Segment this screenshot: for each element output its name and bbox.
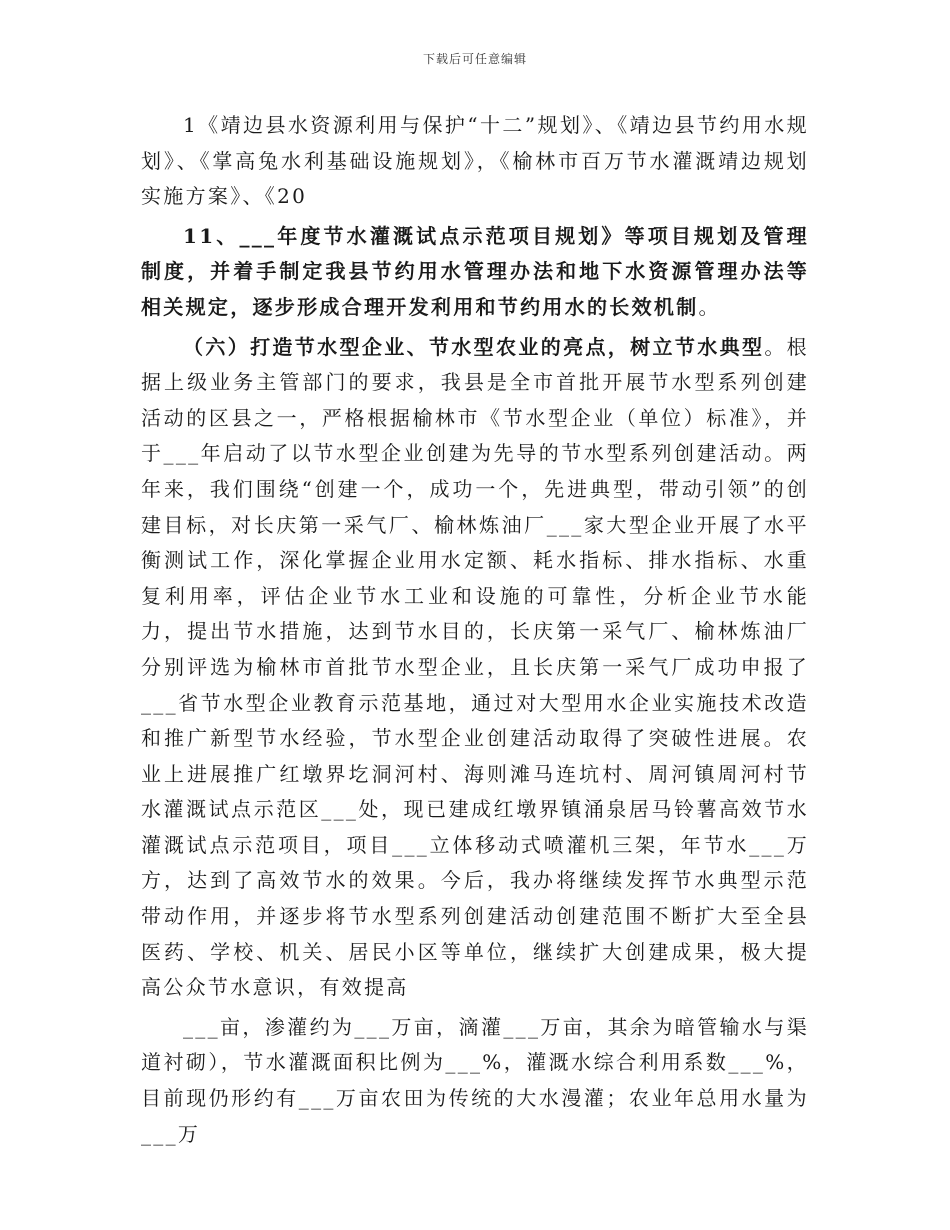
page-header: 下载后可任意编辑 <box>422 52 527 66</box>
management-system-end: 。 <box>698 294 721 319</box>
paragraph-planning-list: 1《靖边县水资源利用与保护“十二”规划》、《靖边县节约用水规划》、《掌高兔水利基础设施规划》，《榆林市百万节水灌溉靖边规划实施方案》、《20 <box>141 113 809 209</box>
water-saving-model-body: 。根据上级业务主管部门的要求，我县是全市首批开展节水型系列创建活动的区县之一，严格根据榆林市《节水型企业（单位）标准》，并于___年启动了以节水型企业创建为先导的节水型系列创建活动。两年来，我们围绕“创建一个，成功一个，先进典型，带动引领”的创建目标，对长庆第一采气厂、榆林炼油厂___家大型企业开展了水平衡测试工作，深化掌握企业用水定额、耗水指标、排水指标、水重复利用率，评估企业节水工业和设施的可靠性，分析企业节水能力，提出节水措施，达到节水目的，长庆第一采气厂、榆林炼油厂分别评选为榆林市首批节水型企业，且长庆第一采气厂成功申报了___省节水型企业教育示范基地，通过对大型用水企业实施技术改造和推广新型节水经验，节水型企业创建活动取得了突破性进展。农业上进展推广红墩界圪洞河村、海则滩马连坑村、周河镇周河村节水灌溉试点示范区___处，现已建成红墩界镇涌泉居马铃薯高效节水灌溉试点示范项目，项目___立体移动式喷灌机三架，年节水___万方，达到了高效节水的效果。今后，我办将继续发挥节水典型示范带动作用，并逐步将节水型系列创建活动创建范围不断扩大至全县医药、学校、机关、居民小区等单位，继续扩大创建成果，极大提高公众节水意识，有效提高 <box>141 334 809 1000</box>
management-system-text: 11、___年度节水灌溉试点示范项目规划》等项目规划及管理制度，并着手制定我县节约用水管理办法和地下水资源管理办法等相关规定，逐步形成合理开发利用和节约用水的长效机制 <box>141 223 809 319</box>
paragraph-management-system <box>141 219 809 326</box>
section-six-heading: （六）打造节水型企业、节水型农业的亮点，树立节水典型 <box>183 334 765 359</box>
paragraph-water-saving-model <box>141 330 809 1006</box>
document-body <box>141 108 809 1156</box>
paragraph-irrigation-stats: ___亩，渗灌约为___万亩，滴灌___万亩，其余为暗管输水与渠道衬砌），节水灌溉面积比例为___%，灌溉水综合利用系数___%，目前现仍形约有___万亩农田为传统的大水漫灌；农业年总用水量为___万 <box>141 1014 809 1146</box>
